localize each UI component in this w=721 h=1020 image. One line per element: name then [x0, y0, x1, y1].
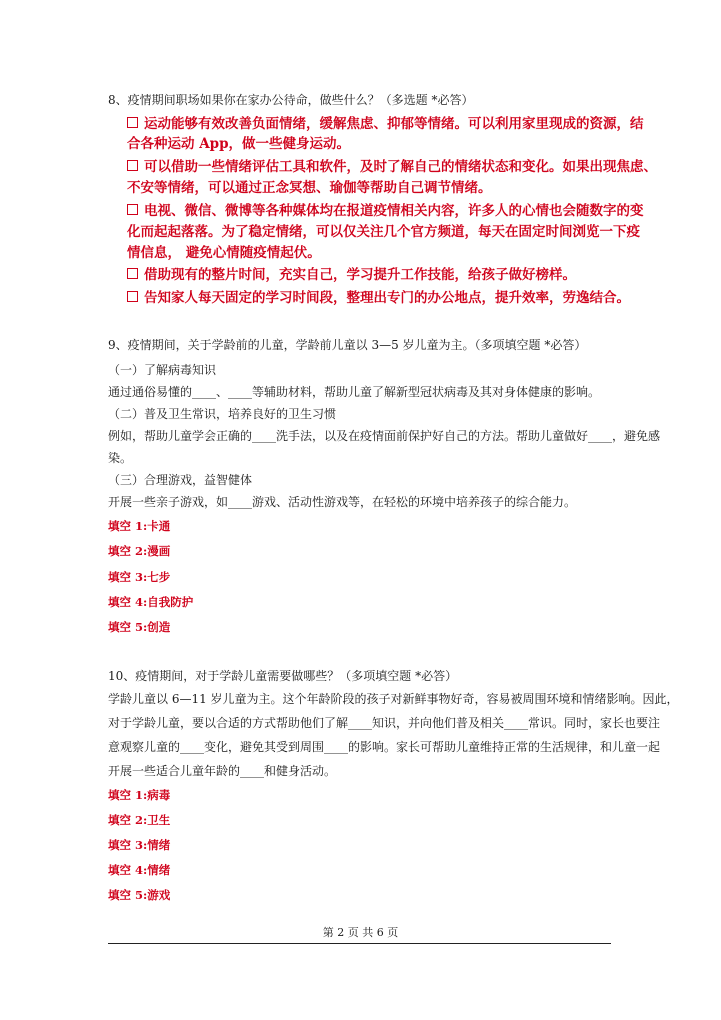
q10-answer: 填空 4:情绪 [108, 863, 171, 877]
q10-answer: 填空 3:情绪 [108, 838, 171, 852]
q8-option-1-line-1: 运动能够有效改善负面情绪，缓解焦虑、抑郁等情绪。可以利用家里现成的资源，结 [144, 116, 644, 132]
q8-title: 8、疫情期间职场如果你在家办公待命，做些什么？（多选题 *必答） [108, 93, 474, 107]
q10-body-line: 对于学龄儿童，要以合适的方式帮助他们了解____知识，并向他们普及相关____常识。同时，家长也要注 [108, 716, 661, 730]
q9-answer: 填空 5:创造 [108, 620, 171, 634]
q8-option-4[interactable] [127, 265, 576, 285]
q10-body-line: 学龄儿童以 6—11 岁儿童为主。这个年龄阶段的孩子对新鲜事物好奇，容易被周围环境和情绪影响。因此， [108, 692, 679, 706]
q8-option-1[interactable] [127, 114, 644, 134]
checkbox-icon[interactable] [127, 291, 138, 302]
checkbox-icon[interactable] [127, 117, 138, 128]
footer-divider [108, 943, 611, 944]
q8-option-3[interactable] [127, 201, 644, 221]
q9-answer: 填空 3:七步 [108, 570, 171, 584]
q8-option-2[interactable] [127, 157, 657, 177]
q9-title: 9、疫情期间，关于学龄前的儿童，学龄前儿童以 3—5 岁儿童为主。（多项填空题 *必答） [108, 338, 587, 352]
q9-body-line: 染。 [108, 451, 133, 465]
q8-option-3-cont-2: 情信息， 避免心情随疫情起伏。 [127, 245, 321, 261]
q8-option-1-cont: 合各种运动 App，做一些健身运动。 [127, 136, 351, 152]
q9-body-line: （三）合理游戏，益智健体 [108, 473, 253, 487]
q9-body-line: （一）了解病毒知识 [108, 363, 217, 377]
checkbox-icon[interactable] [127, 268, 138, 279]
q8-option-2-cont: 不安等情绪，可以通过正念冥想、瑜伽等帮助自己调节情绪。 [127, 180, 492, 196]
q9-body-line: 开展一些亲子游戏，如____游戏、活动性游戏等，在轻松的环境中培养孩子的综合能力。 [108, 495, 577, 509]
q9-answer: 填空 1:卡通 [108, 519, 171, 533]
q9-body-line: 例如，帮助儿童学会正确的____洗手法，以及在疫情面前保护好自己的方法。帮助儿童做好____，避免感 [108, 429, 661, 443]
q9-answer: 填空 2:漫画 [108, 544, 171, 558]
q10-answer: 填空 1:病毒 [108, 788, 171, 802]
q8-option-5[interactable] [127, 288, 630, 308]
q8-option-5-line-1: 告知家人每天固定的学习时间段，整理出专门的办公地点，提升效率，劳逸结合。 [144, 290, 630, 306]
page-number: 第 2 页 共 6 页 [322, 926, 399, 939]
checkbox-icon[interactable] [127, 160, 138, 171]
q9-answer: 填空 4:自我防护 [108, 595, 194, 609]
q8-option-3-cont-1: 化而起起落落。为了稳定情绪，可以仅关注几个官方频道，每天在固定时间浏览一下疫 [127, 224, 640, 240]
q10-body-line: 开展一些适合儿童年龄的____和健身活动。 [108, 764, 337, 778]
q10-title: 10、疫情期间，对于学龄儿童需要做哪些？（多项填空题 *必答） [108, 669, 458, 683]
q8-option-2-line-1: 可以借助一些情绪评估工具和软件，及时了解自己的情绪状态和变化。如果出现焦虑、 [144, 159, 657, 175]
q9-body-line: 通过通俗易懂的____、____等辅助材料，帮助儿童了解新型冠状病毒及其对身体健康的影响。 [108, 385, 601, 399]
q10-answer: 填空 5:游戏 [108, 888, 171, 902]
q8-option-4-line-1: 借助现有的整片时间，充实自己，学习提升工作技能，给孩子做好榜样。 [144, 267, 576, 283]
q8-option-3-line-1: 电视、微信、微博等各种媒体均在报道疫情相关内容，许多人的心情也会随数字的变 [144, 203, 644, 219]
checkbox-icon[interactable] [127, 204, 138, 215]
q10-body-line: 意观察儿童的____变化，避免其受到周围____的影响。家长可帮助儿童维持正常的生活规律，和儿童一起 [108, 740, 661, 754]
q10-answer: 填空 2:卫生 [108, 813, 171, 827]
q9-body-line: （二）普及卫生常识，培养良好的卫生习惯 [108, 407, 337, 421]
